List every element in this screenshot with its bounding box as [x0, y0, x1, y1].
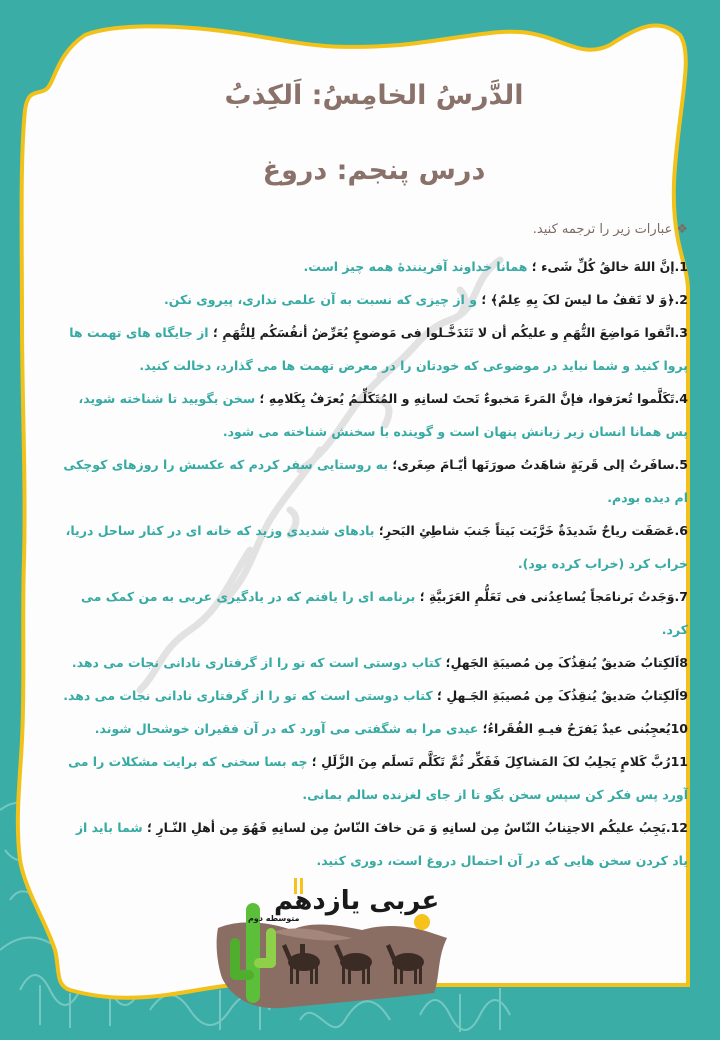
persian-translation: سخن بگویید تا شناخته شوید، پس همانا انسان زیر زبانش پنهان است و گوینده با سخنش شناخته می شود.: [78, 391, 688, 439]
item-number: 7.: [674, 589, 688, 604]
arabic-sentence: إنَّ اللهَ خالقُ کُلِّ شَیء: [541, 259, 675, 274]
item-number: 6.: [674, 523, 688, 538]
persian-translation: همانا خداوند آفرینندهٔ همه چیز است.: [303, 259, 528, 274]
item-number: 11: [670, 754, 688, 769]
persian-translation: به روستایی سفر کردم که عکسش را روزهای کوچکی ام دیده بودم.: [63, 457, 688, 505]
list-item: 11رُبَّ کَلامٍ یَجلِبُ لکَ المَشاکِلَ فَفَکِّر ثُمَّ تَکَلَّم تَسلَم مِنَ الزَّلَلِ ؛ چه بسا سخنی که برایت مشکلات را می آورد پس فکر کن سپس سخن بگو تا از جای لغزنده سالم بمانی.: [68, 754, 688, 802]
exercise-instruction: [533, 222, 688, 237]
item-number: 5.: [674, 457, 688, 472]
book-title: عربی یازدهم: [274, 886, 440, 916]
persian-translation: کتاب دوستی است که تو را از گرفتاری نادانی نجات می دهد.: [63, 688, 433, 703]
persian-translation: بادهای شدیدی وزید که خانه ای در کنار ساحل دریا، خراب کرد (خراب کرده بود).: [65, 523, 688, 571]
arabic-sentence: اتَّقوا مَواضِعَ التُّهَمِ و علیکُم أن لا تَتَدَخَّـلوا فی مَوضوعٍ یُعَرِّضُ أنفُسَکُم لِلتُّهَمِ: [222, 325, 675, 340]
list-item: 4.تَکَلَّموا تُعرَفوا، فإنَّ المَرءَ مَخبوءٌ تَحتَ لسانِهِ و المُتَکَلِّـمُ یُعرَفُ بِکَلامِهِ ؛ سخن بگویید تا شناخته شوید، پس همانا انسان زیر زبانش پنهان است و گوینده با سخنش شناخته می شود.: [78, 391, 688, 439]
arabic-sentence: عَصَفَت ریاحٌ شَدیدَةٌ خَرَّبَت بَیتاً جَنبَ شاطِئِ البَحرِ: [383, 523, 675, 538]
list-item: 1.إنَّ اللهَ خالقُ کُلِّ شَیء ؛ همانا خداوند آفرینندهٔ همه چیز است.: [303, 259, 688, 274]
list-item: 3.اتَّقوا مَواضِعَ التُّهَمِ و علیکُم أن لا تَتَدَخَّـلوا فی مَوضوعٍ یُعَرِّضُ أنفُسَکُم لِلتُّهَمِ ؛ از جایگاه های تهمت ها پروا کنید و شما نباید در موضوعی که خودتان را در معرض تهمت ها می گذارد، دخالت کنید.: [69, 325, 688, 373]
persian-translation: کتاب دوستی است که تو را از گرفتاری نادانی نجات می دهد.: [71, 655, 442, 670]
item-number: 9: [679, 688, 688, 703]
arabic-sentence: تَکَلَّموا تُعرَفوا، فإنَّ المَرءَ مَخبوءٌ تَحتَ لسانِهِ و المُتَکَلِّـمُ یُعرَفُ بِکَلامِهِ: [268, 391, 675, 406]
list-item: 2.﴿وَ لا تَقفُ ما لیسَ لکَ بِهِ عِلمٌ﴾ ؛ و از چیزی که نسبت به آن علمی نداری، پیروی نکن.: [164, 292, 688, 307]
item-number: 2.: [674, 292, 688, 307]
list-item: 10یُعجِبُنی عیدٌ یَفرَحُ فیـهِ الفُقَراءُ؛ عیدی مرا به شگفتی می آورد که در آن فقیران خوشحال شوند.: [94, 721, 688, 736]
item-number: 4.: [674, 391, 688, 406]
arabic-sentence: سافَرتُ إلی قَریَةٍ شاهَدتُ صورَتَها أیّـامَ صِغَری: [397, 457, 675, 472]
arabic-sentence: وَجَدتُ بَرنامَجاً یُساعِدُنی فی تَعَلُّمِ العَرَبیَّةِ: [429, 589, 675, 604]
arabic-sentence: اَلکِتابُ صَدیقٌ یُنقِذُکَ مِن مُصیبَةِ الجَهلِ: [450, 655, 680, 670]
list-item: 9اَلکِتابُ صَدیقٌ یُنقِذُکَ مِن مُصیبَةِ الجَـهلِ ؛ کتاب دوستی است که تو را از گرفتاری نادانی نجات می دهد.: [63, 688, 688, 703]
list-item: 5.سافَرتُ إلی قَریَةٍ شاهَدتُ صورَتَها أیّـامَ صِغَری؛ به روستایی سفر کردم که عکسش را روزهای کوچکی ام دیده بودم.: [63, 457, 688, 505]
camel-caravan-icon: [280, 940, 440, 990]
list-item: 6.عَصَفَت ریاحٌ شَدیدَةٌ خَرَّبَت بَیتاً جَنبَ شاطِئِ البَحرِ؛ بادهای شدیدی وزید که خانه ای در کنار ساحل دریا، خراب کرد (خراب کرده بود).: [65, 523, 688, 571]
item-number: 3.: [674, 325, 688, 340]
arabic-sentence: اَلکِتابُ صَدیقٌ یُنقِذُکَ مِن مُصیبَةِ الجَـهلِ: [446, 688, 680, 703]
diamond-bullet-icon: ❖: [676, 222, 688, 237]
persian-translation: برنامه ای را یافتم که در یادگیری عربی به من کمک می کرد.: [80, 589, 688, 637]
book-subtitle: متوسطه دوم: [248, 914, 300, 923]
instruction-text: عبارات زیر را ترجمه کنید.: [532, 222, 673, 237]
persian-translation: عیدی مرا به شگفتی می آورد که در آن فقیران خوشحال شوند.: [94, 721, 479, 736]
persian-translation: از جایگاه های تهمت ها پروا کنید و شما نباید در موضوعی که خودتان را در معرض تهمت ها می گذارد، دخالت کنید.: [69, 325, 688, 373]
item-number: 12.: [665, 820, 688, 835]
list-item: 12.یَجِبُ علیکُم الاجتِنابُ النّاسُ مِن لسانِهِ وَ مَن خافَ النّاسُ مِن لسانِهِ فَهُوَ مِن أهلِ النّـارِ ؛ شما باید از یاد کردن سخن هایی که در آن احتمال دروغ است، دوری کنید.: [75, 820, 688, 868]
item-number: 1.: [674, 259, 688, 274]
list-item: 8اَلکِتابُ صَدیقٌ یُنقِذُکَ مِن مُصیبَةِ الجَهلِ؛ کتاب دوستی است که تو را از گرفتاری نادانی نجات می دهد.: [71, 655, 688, 670]
item-number: 10: [670, 721, 688, 736]
persian-translation: شما باید از یاد کردن سخن هایی که در آن احتمال دروغ است، دوری کنید.: [75, 820, 688, 868]
arabic-sentence: یُعجِبُنی عیدٌ یَفرَحُ فیـهِ الفُقَراءُ: [487, 721, 671, 736]
lesson-title-arabic: الدَّرسُ الخامِسُ: اَلکِذبُ: [224, 80, 524, 111]
book-logo: [212, 868, 452, 1028]
translation-list: [60, 250, 688, 877]
persian-translation: و از چیزی که نسبت به آن علمی نداری، پیروی نکن.: [164, 292, 477, 307]
arabic-sentence: یَجِبُ علیکُم الاجتِنابُ النّاسُ مِن لسانِهِ وَ مَن خافَ النّاسُ مِن لسانِهِ فَهُوَ مِن أهلِ النّـارِ: [156, 820, 666, 835]
list-item: 7.وَجَدتُ بَرنامَجاً یُساعِدُنی فی تَعَلُّمِ العَرَبیَّةِ ؛ برنامه ای را یافتم که در یادگیری عربی به من کمک می کرد.: [80, 589, 688, 637]
lesson-title-persian: درس پنجم: دروغ: [262, 155, 486, 186]
persian-translation: چه بسا سخنی که برایت مشکلات را می آورد پس فکر کن سپس سخن بگو تا از جای لغزنده سالم بمانی.: [68, 754, 688, 802]
arabic-sentence: رُبَّ کَلامٍ یَجلِبُ لکَ المَشاکِلَ فَفَکِّر ثُمَّ تَکَلَّم تَسلَم مِنَ الزَّلَلِ: [321, 754, 671, 769]
item-number: 8: [679, 655, 688, 670]
arabic-sentence: ﴿وَ لا تَقفُ ما لیسَ لکَ بِهِ عِلمٌ﴾: [490, 292, 675, 307]
